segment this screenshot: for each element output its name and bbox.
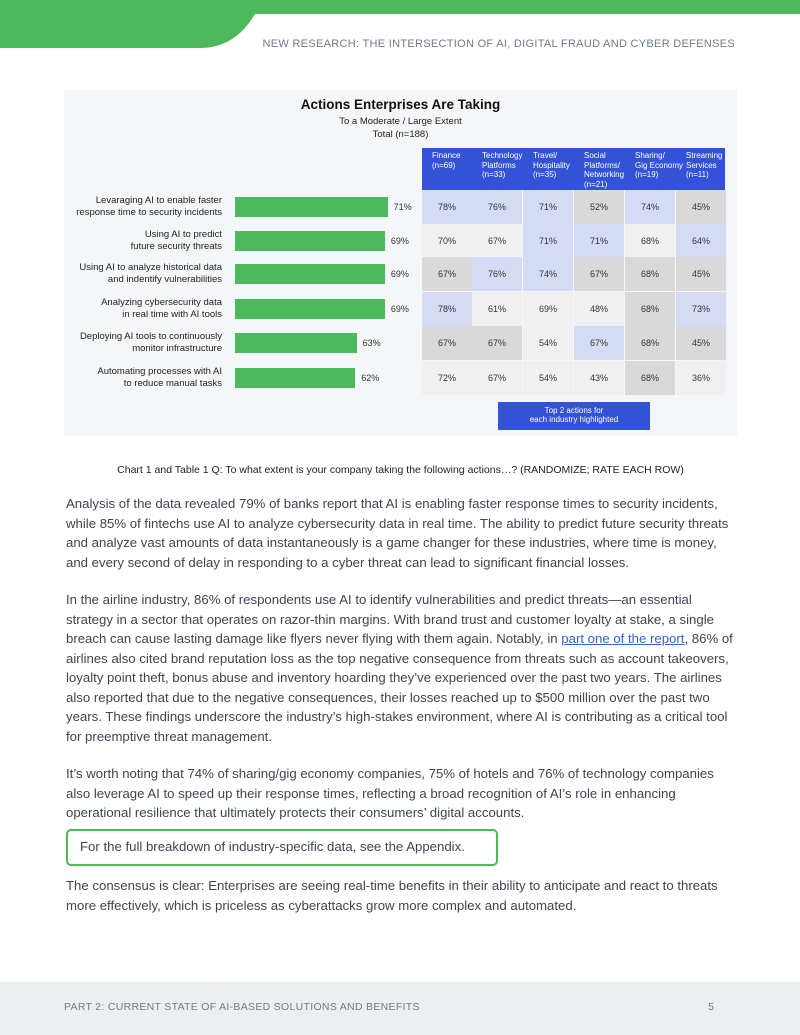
row-label: Automating processes with AI to reduce manual tasks (97, 366, 222, 389)
industry-cell: 72% (422, 361, 472, 395)
industry-cell: 74% (625, 190, 675, 224)
industry-column-header: Social Platforms/ Networking (n=21) (584, 151, 625, 189)
chart-caption: Chart 1 and Table 1 Q: To what extent is your company taking the following actions…? (RANDOMIZE; RATE EACH ROW) (117, 464, 684, 476)
industry-cell: 45% (676, 326, 726, 360)
industry-cell: 76% (472, 190, 522, 224)
industry-cell: 61% (472, 292, 522, 326)
industry-cell: 67% (574, 326, 624, 360)
industry-cell: 67% (472, 326, 522, 360)
industry-cell: 68% (625, 292, 675, 326)
total-bar (235, 197, 388, 217)
industry-cell: 64% (676, 224, 726, 258)
industry-cell: 71% (523, 224, 573, 258)
total-bar-label: 62% (361, 373, 380, 383)
industry-column-header: Travel/ Hospitality (n=35) (533, 151, 570, 179)
appendix-callout: For the full breakdown of industry-specific data, see the Appendix. (66, 829, 498, 866)
industry-cell: 68% (625, 326, 675, 360)
industry-cell: 54% (523, 361, 573, 395)
row-label: Using AI to predict future security threats (130, 229, 222, 252)
industry-cell: 67% (472, 224, 522, 258)
row-label: Using AI to analyze historical data and indentify vulnerabilities (79, 262, 222, 285)
industry-cell: 48% (574, 292, 624, 326)
total-bar (235, 264, 385, 284)
industry-cell: 43% (574, 361, 624, 395)
paragraph-airline (66, 590, 738, 746)
total-bar-label: 63% (362, 338, 381, 348)
industry-cell: 52% (574, 190, 624, 224)
running-header: NEW RESEARCH: THE INTERSECTION OF AI, DIGITAL FRAUD AND CYBER DEFENSES (262, 38, 735, 50)
page-number: 5 (708, 1001, 714, 1013)
industry-column-header: Finance (n=69) (432, 151, 461, 170)
total-bar-label: 69% (390, 236, 409, 246)
part-one-report-link[interactable]: part one of the report (561, 631, 685, 646)
industry-cell: 45% (676, 190, 726, 224)
industry-cell: 74% (523, 257, 573, 291)
total-bar-label: 71% (393, 202, 412, 212)
industry-cell: 70% (422, 224, 472, 258)
total-bar (235, 299, 385, 319)
row-label: Levaraging AI to enable faster response time to security incidents (76, 195, 222, 218)
row-label: Deploying AI tools to continuously monitor infrastructure (79, 331, 222, 354)
industry-cell: 68% (625, 257, 675, 291)
total-bar (235, 231, 385, 251)
industry-cell: 78% (422, 190, 472, 224)
industry-cell: 67% (422, 257, 472, 291)
highlight-legend: Top 2 actions for each industry highlighted (498, 402, 650, 430)
industry-cell: 67% (574, 257, 624, 291)
paragraph-airline-text-2: , 86% of airlines also cited brand reputation loss as the top negative consequence from threats such as account takeovers, loyalty point theft, bonus abuse and inventory hoarding they’ve experienced over the past two years. The airlines also reported that due to the negative consequences, their losses reached up to $500 million over the past two years. These findings underscore the industry’s high-stakes environment, where AI is contributing as a critical tool for preemptive threat management. (66, 631, 733, 744)
chart-title: Actions Enterprises Are Taking (300, 97, 501, 112)
total-bar (235, 368, 355, 388)
industry-column-header: Streaming Services (n=11) (686, 151, 723, 179)
paragraph-airline-text-1: In the airline industry, 86% of respondents use AI to identify vulnerabilities and predict threats—an essential strategy in a sector that operates on razor-thin margins. With brand trust and customer loyalty at stake, a single breach can cause lasting damage like flyers never flying with them again. Notably, in (66, 592, 714, 646)
row-label: Analyzing cybersecurity data in real time with AI tools (101, 297, 222, 320)
total-bar-label: 69% (390, 304, 409, 314)
paragraph-gig-economy: It’s worth noting that 74% of sharing/gig economy companies, 75% of hotels and 76% of technology companies also leverage AI to speed up their response times, reflecting a broad recognition of AI’s role in enhancing operational resilience that ultimately protects their consumers’ digital accounts. (66, 766, 714, 820)
industry-cell: 71% (523, 190, 573, 224)
chart-total-label: Total (n=188) (372, 129, 429, 140)
industry-cell: 67% (422, 326, 472, 360)
industry-cell: 45% (676, 257, 726, 291)
footer-section-title: PART 2: CURRENT STATE OF AI-BASED SOLUTIONS AND BENEFITS (64, 1001, 420, 1013)
industry-cell: 71% (574, 224, 624, 258)
industry-cell: 78% (422, 292, 472, 326)
paragraph-banks-fintechs: Analysis of the data revealed 79% of banks report that AI is enabling faster response times to security incidents, while 85% of fintechs use AI to analyze cybersecurity data in real time. The ability to predict future security threats and analyze vast amounts of data instantaneously is a game changer for these industries, where time is money, and every second of delay in responding to a cyber threat can lead to significant financial losses. (66, 496, 729, 570)
industry-cell: 69% (523, 292, 573, 326)
industry-column-header: Sharing/ Gig Economy (n=19) (635, 151, 684, 179)
paragraph-consensus: The consensus is clear: Enterprises are seeing real-time benefits in their ability to anticipate and react to threats more effectively, which is priceless as cyberattacks grow more complex and automated. (66, 878, 718, 913)
industry-cell: 67% (472, 361, 522, 395)
industry-cell: 36% (676, 361, 726, 395)
total-bar (235, 333, 357, 353)
industry-cell: 68% (625, 361, 675, 395)
industry-column-header: Technology Platforms (n=33) (482, 151, 523, 179)
chart-subtitle: To a Moderate / Large Extent (339, 116, 462, 127)
industry-cell: 73% (676, 292, 726, 326)
total-bar-label: 69% (390, 269, 409, 279)
industry-cell: 54% (523, 326, 573, 360)
industry-cell: 68% (625, 224, 675, 258)
industry-cell: 76% (472, 257, 522, 291)
